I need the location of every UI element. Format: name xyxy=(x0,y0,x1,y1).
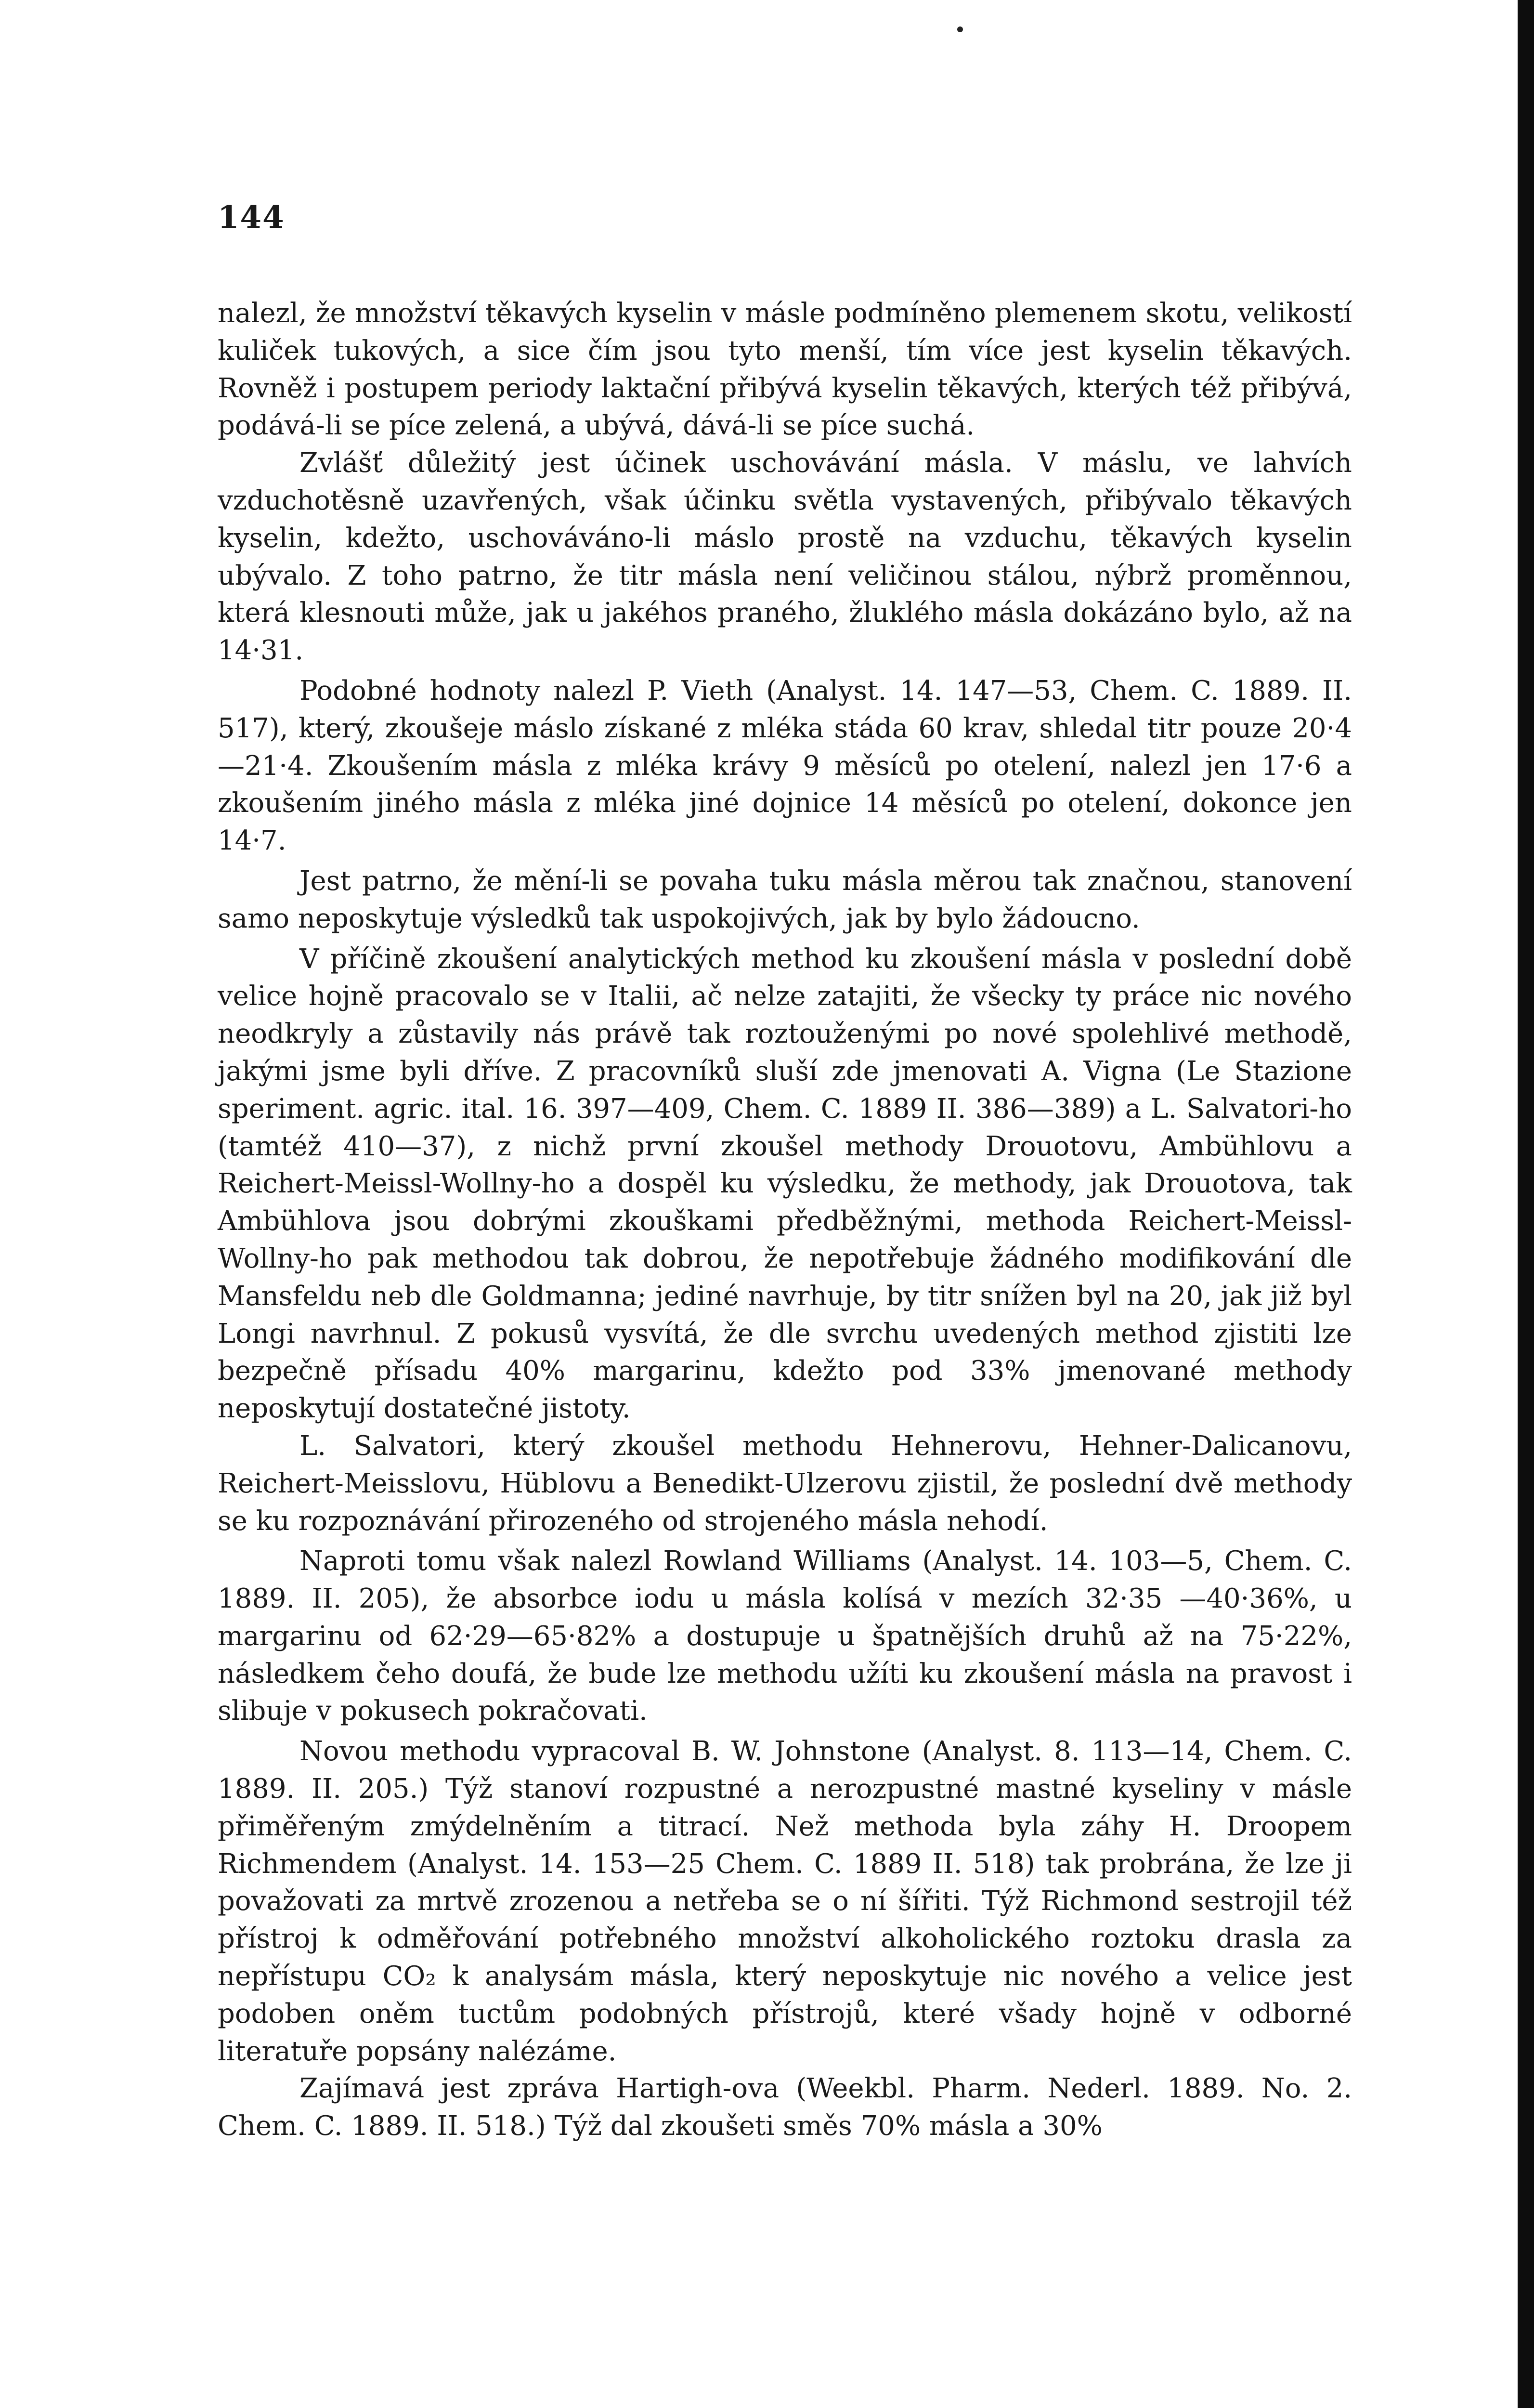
paragraph-6: L. Salvatori, který zkoušel methodu Hehnerovu, Hehner-Dalicanovu, Reichert-Meisslovu, Hüblovu a Benedikt-Ulzerovu zjistil, že poslední dvě methody se ku rozpoznávání přirozeného od strojeného másla nehodí. xyxy=(218,1430,1352,1537)
page-number: 144 xyxy=(218,199,285,236)
body-text xyxy=(218,295,1352,2145)
paragraph-2: Zvlášť důležitý jest účinek uschovávání másla. V máslu, ve lahvích vzduchotěsně uzavřených, však účinku světla vystavených, přibývalo těkavých kyselin, kdežto, uschováváno-li máslo prostě na vzduchu, těkavých kyselin ubývalo. Z toho patrno, že titr másla není veličinou stálou, nýbrž proměnnou, která klesnouti může, jak u jakéhos praného, žluklého másla dokázáno bylo, až na 14·31. xyxy=(218,447,1352,667)
paragraph-8: Novou methodu vypracoval B. W. Johnstone (Analyst. 8. 113—14, Chem. C. 1889. II. 205.) Týž stanoví rozpustné a nerozpustné mastné kyseliny v másle přiměřeným zmýdelněním a titrací. Než methoda byla záhy H. Droopem Richmendem (Analyst. 14. 153—25 Chem. C. 1889 II. 518) tak probrána, že lze ji považovati za mrtvě zrozenou a netřeba se o ní šířiti. Týž Richmond sestrojil též přístroj k odměřování potřebného množství alkoholického roztoku drasla za nepřístupu CO₂ k analysám másla, který neposkytuje nic nového a velice jest podoben oněm tuctům podobných přístrojů, které všady hojně v odborné literatuře popsány nalézáme. xyxy=(218,1736,1352,2067)
paragraph-1: nalezl, že množství těkavých kyselin v másle podmíněno plemenem skotu, velikostí kuliček tukových, a sice čím jsou tyto menší, tím více jest kyselin těkavých. Rovněž i postupem periody laktační přibývá kyselin těkavých, kterých též přibývá, podává-li se píce zelená, a ubývá, dává-li se píce suchá. xyxy=(218,298,1352,442)
paragraph-4: Jest patrno, že mění-li se povaha tuku másla měrou tak značnou, stanovení samo neposkytuje výsledků tak uspokojivých, jak by bylo žádoucno. xyxy=(218,865,1352,934)
paragraph-5: V příčině zkoušení analytických method ku zkoušení másla v poslední době velice hojně pracovalo se v Italii, ač nelze zatajiti, že všecky ty práce nic nového neodkryly a zůstavily nás právě tak roztouženými po nové spolehlivé methodě, jakými jsme byli dříve. Z pracovníků sluší zde jmenovati A. Vigna (Le Stazione speriment. agric. ital. 16. 397—409, Chem. C. 1889 II. 386—389) a L. Salvatori-ho (tamtéž 410—37), z nichž první zkoušel methody Drouotovu, Ambühlovu a Reichert-Meissl-Wollny-ho a dospěl ku výsledku, že methody, jak Drouotova, tak Ambühlova jsou dobrými zkouškami předběžnými, methoda Reichert-Meissl-Wollny-ho pak methodou tak dobrou, že nepotřebuje žádného modifikování dle Mansfeldu neb dle Goldmanna; jediné navrhuje, by titr snížen byl na 20, jak již byl Longi navrhnul. Z pokusů vysvítá, že dle svrchu uvedených method zjistiti lze bezpečně přísadu 40% margarinu, kdežto pod 33% jmenované methody neposkytují dostatečné jistoty. xyxy=(218,943,1352,1425)
scan-speck xyxy=(957,26,963,32)
paragraph-9: Zajímavá jest zpráva Hartigh-ova (Weekbl. Pharm. Nederl. 1889. No. 2. Chem. C. 1889. II. 518.) Týž dal zkoušeti směs 70% másla a 30% xyxy=(218,2073,1352,2142)
paragraph-7: Naproti tomu však nalezl Rowland Williams (Analyst. 14. 103—5, Chem. C. 1889. II. 205), že absorbce iodu u másla kolísá v mezích 32·35 —40·36%, u margarinu od 62·29—65·82% a dostupuje u špatnějších druhů až na 75·22%, následkem čeho doufá, že bude lze methodu užíti ku zkoušení másla na pravost i slibuje v pokusech pokračovati. xyxy=(218,1545,1352,1727)
paragraph-3: Podobné hodnoty nalezl P. Vieth (Analyst. 14. 147—53, Chem. C. 1889. II. 517), který, zkoušeje máslo získané z mléka stáda 60 krav, shledal titr pouze 20·4—21·4. Zkoušením másla z mléka krávy 9 měsíců po otelení, nalezl jen 17·6 a zkoušením jiného másla z mléka jiné dojnice 14 měsíců po otelení, dokonce jen 14·7. xyxy=(218,675,1352,857)
scan-edge xyxy=(1518,0,1534,2408)
